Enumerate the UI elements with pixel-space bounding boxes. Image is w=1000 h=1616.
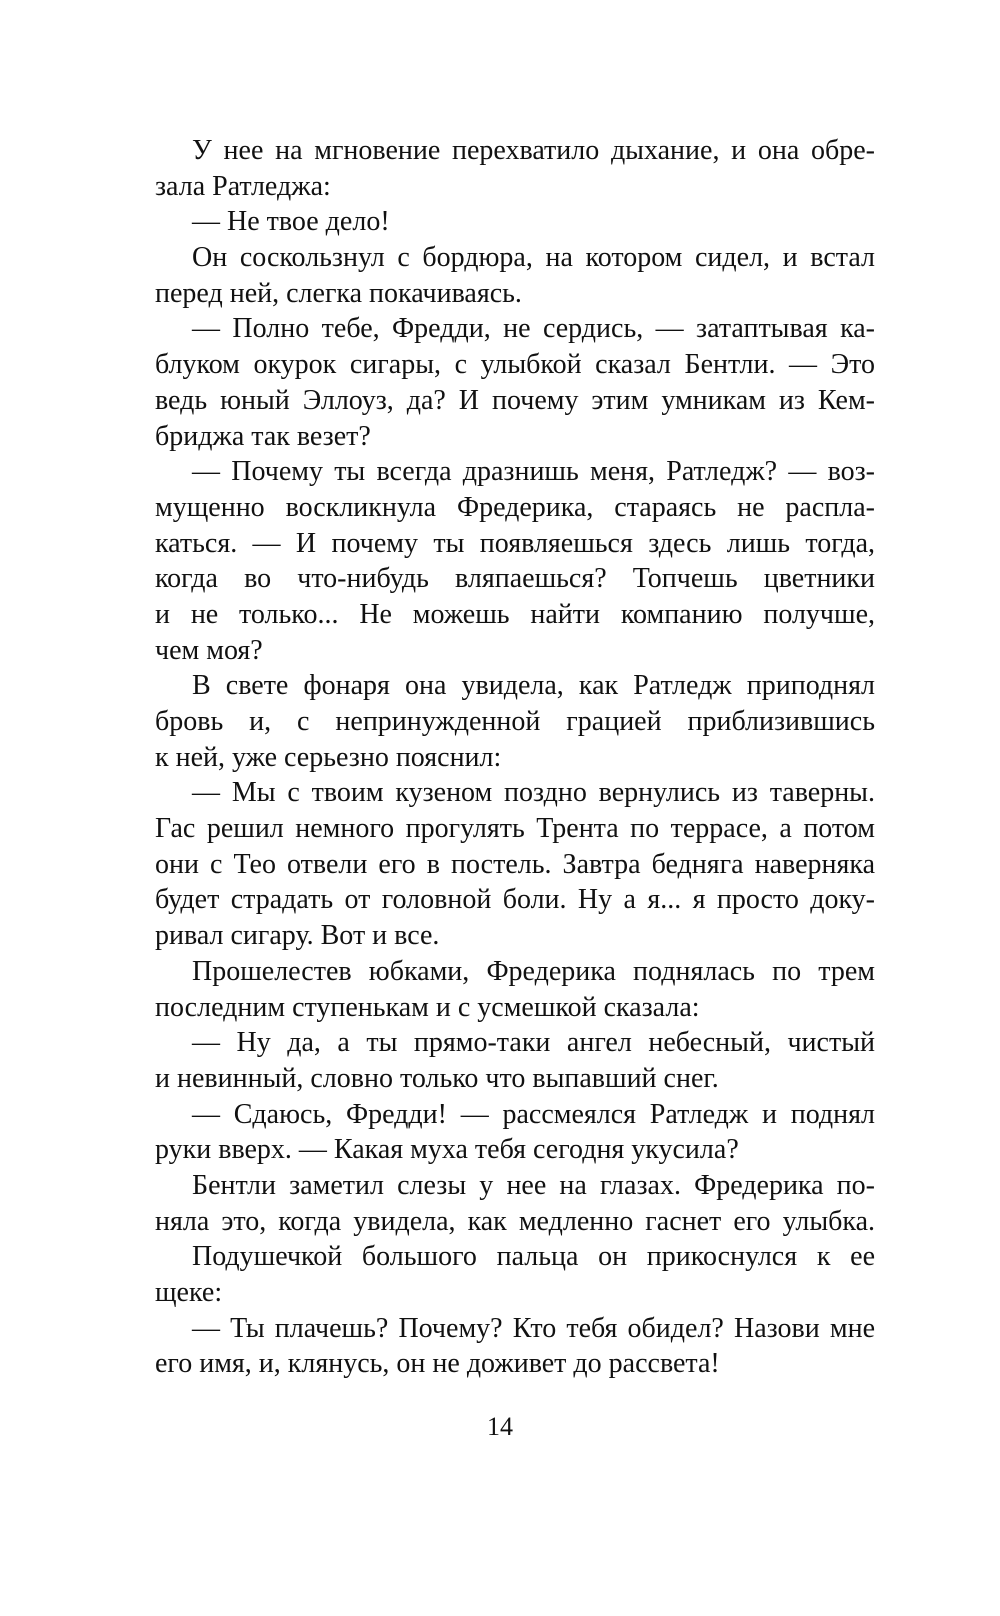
text-line: руки вверх. — Какая муха тебя сегодня укусила? [155,1134,739,1166]
text-line: щеке: [155,1277,223,1308]
text-line: — Ну да, а ты прямо-таки ангел небесный, чистый [192,1027,875,1059]
text-line: ривал сигару. Вот и все. [155,920,440,952]
text-line: каться. — И почему ты появляешься здесь лишь тогда, [155,527,875,559]
text-line: — Почему ты всегда дразнишь меня, Ратледж? — воз- [192,456,875,488]
text-line: — Мы с твоим кузеном поздно вернулись из таверны. [192,777,875,809]
text-line: няла это, когда увидела, как медленно гаснет его улыбка. [155,1205,875,1237]
text-line: Гас решил немного прогулять Трента по террасе, а потом [155,813,875,845]
text-line: В свете фонаря она увидела, как Ратледж приподнял [192,670,875,702]
text-line: — Не твое дело! [192,206,390,238]
text-line: и невинный, словно только что выпавший снег. [155,1062,719,1094]
text-line: ведь юный Эллоуз, да? И почему этим умникам из Кем- [155,384,875,416]
text-line: блуком окурок сигары, с улыбкой сказал Бентли. — Это [155,349,875,381]
text-line: мущенно воскликнула Фредерика, стараясь не распла- [155,491,875,523]
text-line: его имя, и, клянусь, он не доживет до рассвета! [155,1348,720,1380]
text-line: чем моя? [155,634,263,666]
text-line: — Ты плачешь? Почему? Кто тебя обидел? Назови мне [192,1312,875,1344]
text-line: — Сдаюсь, Фредди! — рассмеялся Ратледж и поднял [192,1098,875,1130]
text-line: и не только... Не можешь найти компанию получше, [155,598,875,630]
text-line: будет страдать от головной боли. Ну а я... я просто доку- [155,884,875,916]
text-line: зала Ратледжа: [155,170,331,202]
text-line: Подушечкой большого пальца он прикоснулся к ее [192,1241,875,1273]
text-line: бровь и, с непринужденной грацией приблизившись [155,706,875,737]
page-number: 14 [487,1412,513,1441]
text-line: Прошелестев юбками, Фредерика поднялась по трем [192,955,875,987]
text-line: бриджа так везет? [155,420,371,452]
text-line: Бентли заметил слезы у нее на глазах. Фредерика по- [192,1169,875,1201]
text-line: У нее на мгновение перехватило дыхание, и она обре- [192,135,875,166]
page-body-text [155,133,875,1382]
text-line: к ней, уже серьезно пояснил: [155,741,502,773]
text-line: перед ней, слегка покачиваясь. [155,277,522,309]
text-line: Он соскользнул с бордюра, на котором сидел, и встал [192,242,875,274]
text-line: последним ступенькам и с усмешкой сказала: [155,991,700,1023]
text-line: они с Тео отвели его в постель. Завтра бедняга наверняка [155,848,875,880]
text-line: когда во что-нибудь вляпаешься? Топчешь цветники [155,563,875,595]
text-line: — Полно тебе, Фредди, не сердись, — затаптывая ка- [192,313,875,345]
